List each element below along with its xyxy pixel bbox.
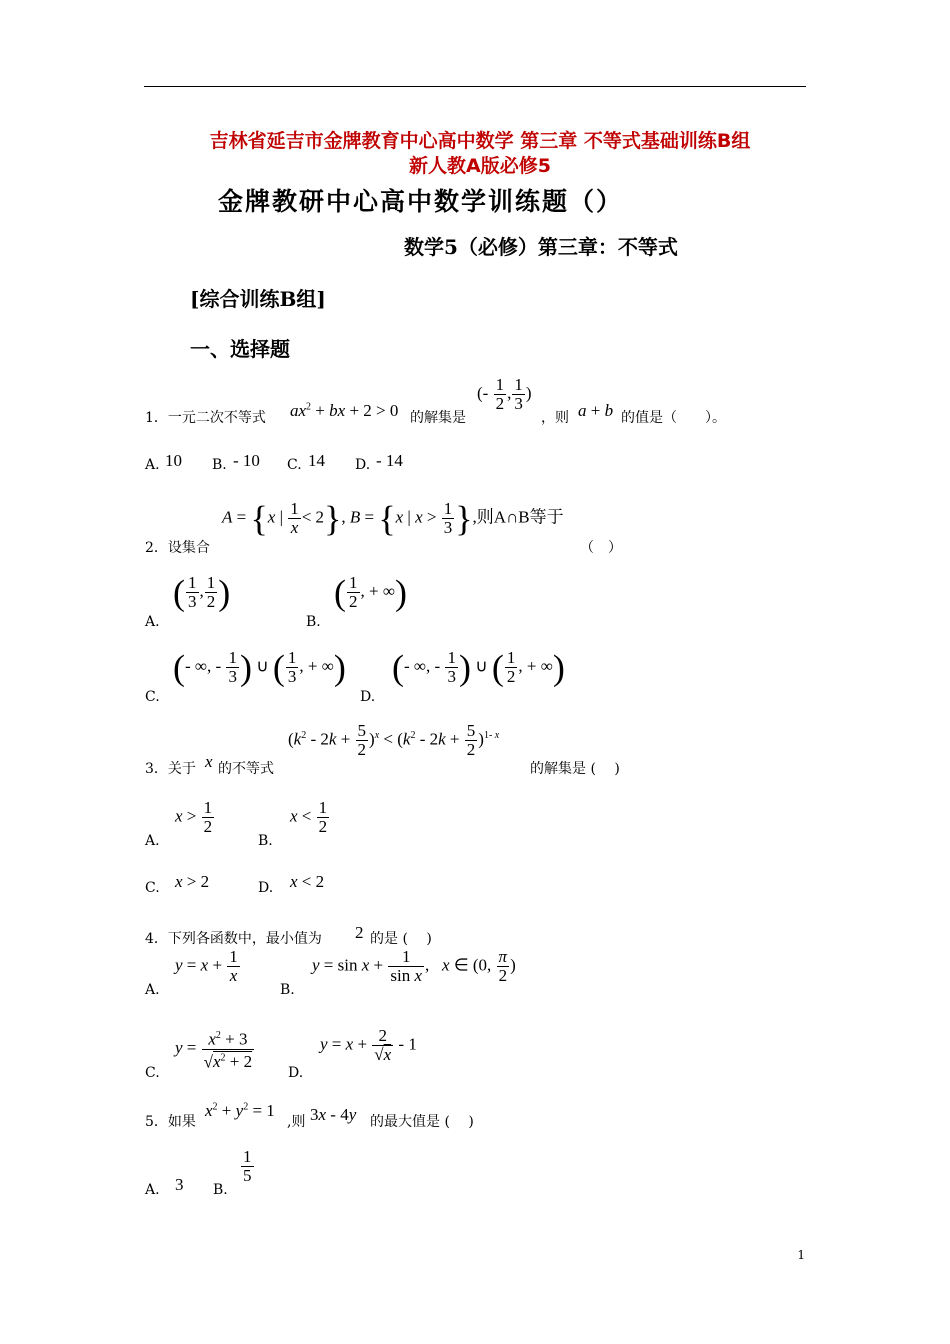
q3-text-c: 的解集是 ( ) <box>530 761 620 777</box>
q4-text-a: 4．下列各函数中，最小值为 <box>145 931 322 947</box>
q1-option-a-label: A. <box>145 457 160 473</box>
q2-text-b: （ ） <box>580 540 622 556</box>
q4-text-b: 的是 ( ) <box>370 931 432 947</box>
q5-option-a-label: A. <box>145 1182 160 1198</box>
q1-text-d: 的值是（ ）。 <box>621 410 726 426</box>
q4-option-d-label: D. <box>288 1065 304 1081</box>
q2-option-d-expr: (- ∞, - $\frac{1}{3}$ ) ∪ ( $\frac{1}{2}$ , + ∞) <box>392 647 565 688</box>
q2-option-a-expr: ( $\frac{1}{3}$ , $\frac{1}{2}$ ) <box>173 572 231 613</box>
q1-sum-expr: a + b <box>578 401 614 420</box>
q2-option-c-label: C. <box>145 689 160 705</box>
group-label: [综合训练B组] <box>190 287 326 311</box>
q4-option-b-expr: y = sin x + $\frac{1}{\text{sin x}}$ , x ∈ (0, $\frac{\pi}{2}$ ) <box>312 947 516 985</box>
header-rule <box>144 86 806 87</box>
q5-target-expr: 3x - 4y <box>310 1105 357 1124</box>
section-heading: 一、选择题 <box>190 337 290 361</box>
q5-text-a: 5．如果 <box>145 1114 196 1130</box>
q3-text-a: 3．关于 <box>145 761 196 777</box>
q5-text-b: ,则 <box>287 1114 306 1130</box>
q4-option-a-label: A. <box>145 982 160 998</box>
q1-option-d-value: - 14 <box>376 451 403 470</box>
q2-option-c-expr: (- ∞, - $\frac{1}{3}$ ) ∪ ( $\frac{1}{3}$ , + ∞) <box>173 647 346 688</box>
q1-option-a-value: 10 <box>165 451 182 470</box>
q2-set-definitions: A = {x | $\frac{1}{x}$ < 2}, B = {x | x > $\frac{1}{3}$ },则A∩B等于 <box>222 498 564 539</box>
q4-option-d-expr: y = x + $\frac{2}{√x}$ - 1 <box>320 1026 417 1064</box>
q1-option-d-label: D. <box>355 457 371 473</box>
q1-option-b-value: - 10 <box>233 451 260 470</box>
q3-option-c-expr: x > 2 <box>175 872 210 891</box>
q1-text-a: 1．一元二次不等式 <box>145 410 266 426</box>
q1-option-c-value: 14 <box>308 451 325 470</box>
q4-option-a-expr: y = x + $\frac{1}{x}$ <box>175 947 238 985</box>
banner-title: 金牌教研中心高中数学训练题（） <box>218 187 624 216</box>
document-title-line2: 新人教A版必修5 <box>409 155 551 177</box>
chapter-subtitle: 数学5（必修）第三章：不等式 <box>404 235 678 259</box>
q1-solution-interval: (- $\frac{1}{2}$ , $\frac{1}{3}$ ) <box>477 375 532 413</box>
q2-option-b-label: B. <box>306 614 321 630</box>
q5-text-c: 的最大值是 ( ) <box>370 1114 474 1130</box>
q1-inequality: $ax^2$ + bx + 2 > 0 <box>290 401 399 420</box>
q1-text-c: ，则 <box>541 410 569 426</box>
q3-text-b: 的不等式 <box>218 761 274 777</box>
q4-minimum-value: 2 <box>355 923 364 942</box>
q5-option-a-value: 3 <box>175 1175 184 1194</box>
q3-option-d-expr: x < 2 <box>290 872 325 891</box>
q3-option-b-expr: x < $\frac{1}{2}$ <box>290 798 328 836</box>
q3-option-a-expr: x > $\frac{1}{2}$ <box>175 798 213 836</box>
q3-option-d-label: D. <box>258 880 274 896</box>
q5-condition: $x^2 + y^2 = 1$ <box>205 1101 275 1120</box>
q2-tail: ,则A∩B等于 <box>472 507 564 527</box>
q1-option-b-label: B. <box>212 457 227 473</box>
page-number: 1 <box>797 1248 805 1262</box>
q4-option-c-expr: y = $\frac{x^2 + 3}{√x^2 + 2}$ <box>175 1027 255 1071</box>
q4-option-c-label: C. <box>145 1065 160 1081</box>
q5-option-b-label: B. <box>213 1182 228 1198</box>
q3-variable-x: x <box>205 752 213 771</box>
q3-option-c-label: C. <box>145 880 160 896</box>
q2-option-a-label: A. <box>145 614 160 630</box>
q4-option-b-label: B. <box>280 982 295 998</box>
q5-option-b-expr: $\frac{1}{5}$ <box>243 1147 252 1185</box>
q2-option-d-label: D. <box>360 689 376 705</box>
q1-option-c-label: C. <box>287 457 302 473</box>
q3-inequality: ($k^2 - 2k$ + $\frac{5}{2}$ )$^x < (k^2 - 2k$ + $\frac{5}{2}$ )$^{1- x}$ <box>288 721 500 759</box>
document-title-line1: 吉林省延吉市金牌教育中心高中数学 第三章 不等式基础训练B组 <box>209 130 751 152</box>
q3-option-a-label: A. <box>145 833 160 849</box>
q3-option-b-label: B. <box>258 833 273 849</box>
q2-text-a: 2．设集合 <box>145 540 210 556</box>
q1-text-b: 的解集是 <box>410 410 466 426</box>
q2-option-b-expr: ( $\frac{1}{2}$ , + ∞) <box>334 572 407 613</box>
